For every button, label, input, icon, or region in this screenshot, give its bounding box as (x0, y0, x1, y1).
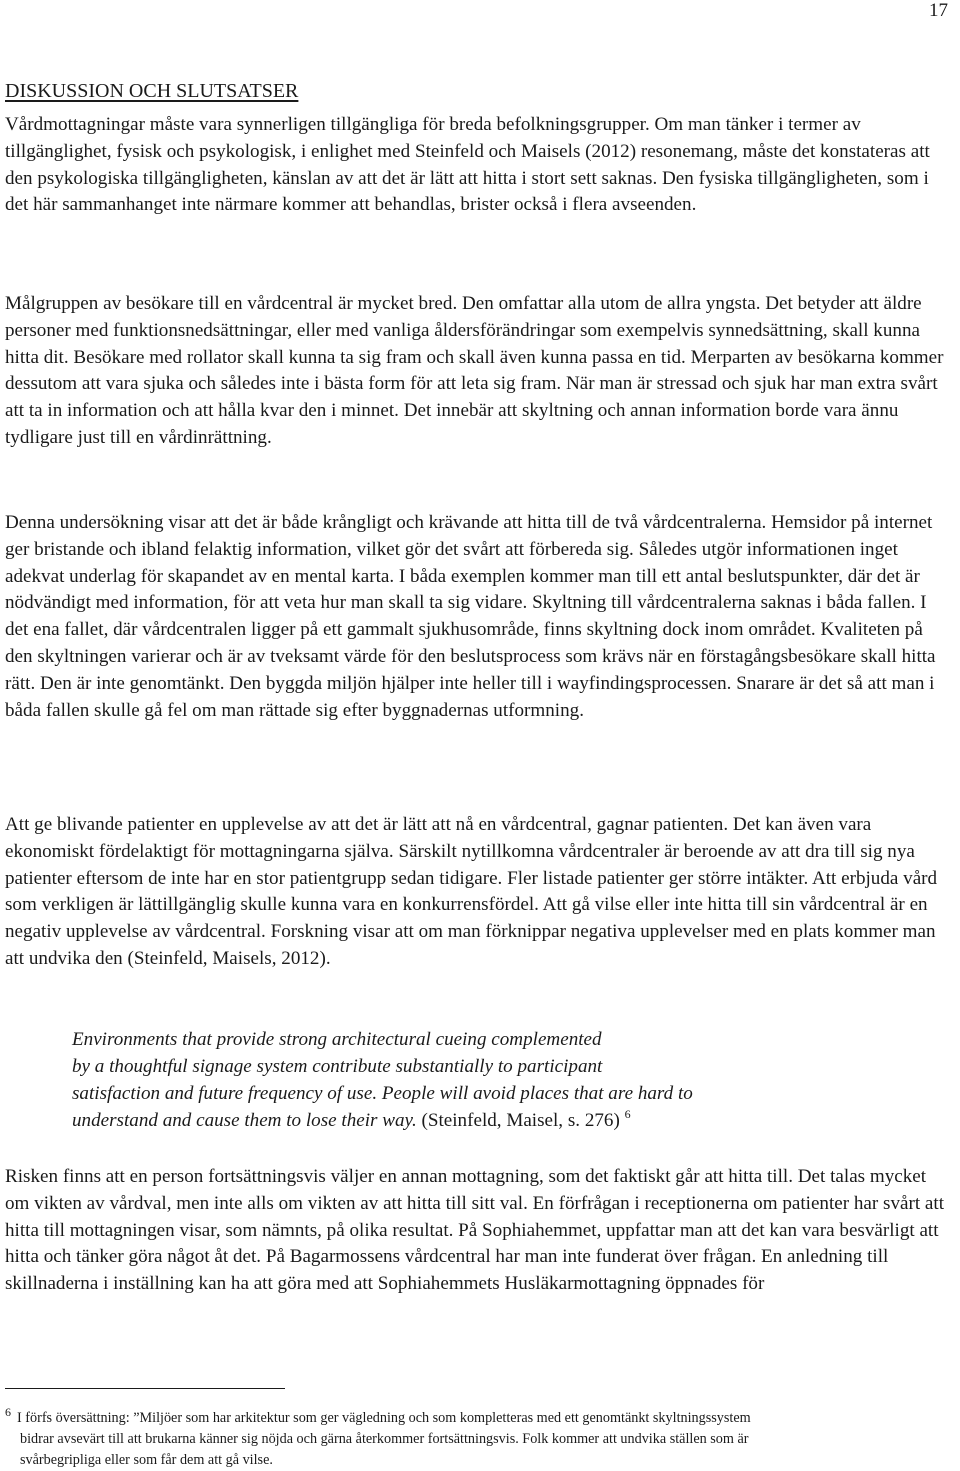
section-heading: DISKUSSION OCH SLUTSATSER (5, 80, 299, 102)
footnote-divider (5, 1388, 285, 1389)
block-quote (72, 1026, 892, 1134)
footnote-line-1: I förfs översättning: ”Miljöer som har arkitektur som ger vägledning och som kompletteras med ett genomtänkt skyltningssystem (17, 1410, 751, 1426)
footnote (5, 1402, 950, 1471)
quote-line-3: satisfaction and future frequency of use. People will avoid places that are hard to (72, 1083, 693, 1104)
quote-line-1: Environments that provide strong architectural cueing complemented (72, 1029, 602, 1050)
paragraph-4: Att ge blivande patienter en upplevelse av att det är lätt att nå en vårdcentral, gagnar patienten. Det kan även vara ekonomiskt fördelaktigt för mottagningarna själva. Särskilt nytillkomna vårdcentraler är beroende av att dra till sig nya patienter eftersom de inte har en stor patientgrupp sedan tidigare. Fler listade patienter ger större intäkter. Att erbjuda vård som verkligen är lättillgänglig skulle kunna vara en konkurrensfördel. Att gå vilse eller inte hitta till sin vårdcentral är en negativ upplevelse av vårdcentral. Forskning visar att om man förknippar negativa upplevelser med en plats kommer man att undvika den (Steinfeld, Maisels, 2012). (5, 814, 938, 969)
footnote-line-2: bidrar avsevärt till att brukarna känner sig nöjda och gärna återkommer fortsättningsvis. Folk kommer att undvika ställen som är (20, 1431, 749, 1447)
paragraph-5: Risken finns att en person fortsättningsvis väljer en annan mottagning, som det faktiskt går att hitta till. Det talas mycket om vikten av vårdval, men inte alls om vikten av att hitta till sitt val. En förfrågan i receptionerna om patienter har svårt att hitta till mottagningen visar, som nämnts, på olika resultat. På Sophiahemmet, uppfattar man att det kan vara besvärligt att hitta och tänker göra något åt det. På Bagarmossens vårdcentral har man inte funderat över frågan. En anledning till skillnaderna i inställning kan ha att göra med att Sophiahemmets Husläkarmottagning öppnades för (5, 1166, 945, 1295)
quote-line-4-text: understand and cause them to lose their way. (72, 1110, 417, 1131)
footnote-marker: 6 (5, 1405, 11, 1419)
page-number: 17 (929, 0, 948, 21)
quote-citation: (Steinfeld, Maisel, s. 276) (421, 1110, 620, 1131)
quote-line-2: by a thoughtful signage system contribute substantially to participant (72, 1056, 603, 1077)
paragraph-3: Denna undersökning visar att det är både krångligt och krävande att hitta till de två vårdcentralerna. Hemsidor på internet ger bristande och ibland felaktig information, vilket gör det svårt att förbereda sig. Således utgör informationen inget adekvat underlag för skapandet av en mental karta. I båda exemplen kommer man till ett antal beslutspunkter, där det är nödvändigt med information, för att veta hur man skall ta sig vidare. Skyltning till vårdcentralerna saknas i båda fallen. I det ena fallet, där vårdcentralen ligger på ett gammalt sjukhusområde, finns skyltning dock inom området. Kvaliteten på den skyltningen varierar och är av tveksamt värde för den beslutsprocess som krävs när en förstagångsbesökare skall hitta rätt. Den är inte genomtänkt. Den byggda miljön hjälper inte heller till i wayfindingsprocessen. Snarare är det så att man i båda fallen skulle gå fel om man rättade sig efter byggnadernas utformning. (5, 512, 936, 721)
footnote-line-3: svårbegripliga eller som får dem att gå vilse. (20, 1452, 273, 1468)
footnote-reference[interactable]: 6 (624, 1107, 631, 1121)
paragraph-2: Målgruppen av besökare till en vårdcentral är mycket bred. Den omfattar alla utom de allra yngsta. Det betyder att äldre personer med funktionsnedsättningar, eller med vanliga åldersförändringar som exempelvis synnedsättning, skall kunna hitta dit. Besökare med rollator skall kunna ta sig fram och skall även kunna passa en tid. Merparten av besökarna kommer dessutom att vara sjuka och således inte i bästa form för att leta sig fram. När man är stressad och sjuk har man extra svårt att ta in information och att hålla kvar den i minnet. Det innebär att skyltning och annan information borde vara ännu tydligare just till en vårdinrättning. (5, 293, 944, 448)
paragraph-1: Vårdmottagningar måste vara synnerligen tillgängliga för breda befolkningsgrupper. Om man tänker i termer av tillgänglighet, fysisk och psykologisk, i enlighet med Steinfeld och Maisels (2012) resonemang, måste det konstateras att den psykologiska tillgängligheten, känslan av att det är lätt att hitta i stort sett saknas. Den fysiska tillgängligheten, som i det här sammanhanget inte närmare kommer att behandlas, brister också i flera avseenden. (5, 114, 930, 216)
quote-line-4 (72, 1107, 892, 1134)
